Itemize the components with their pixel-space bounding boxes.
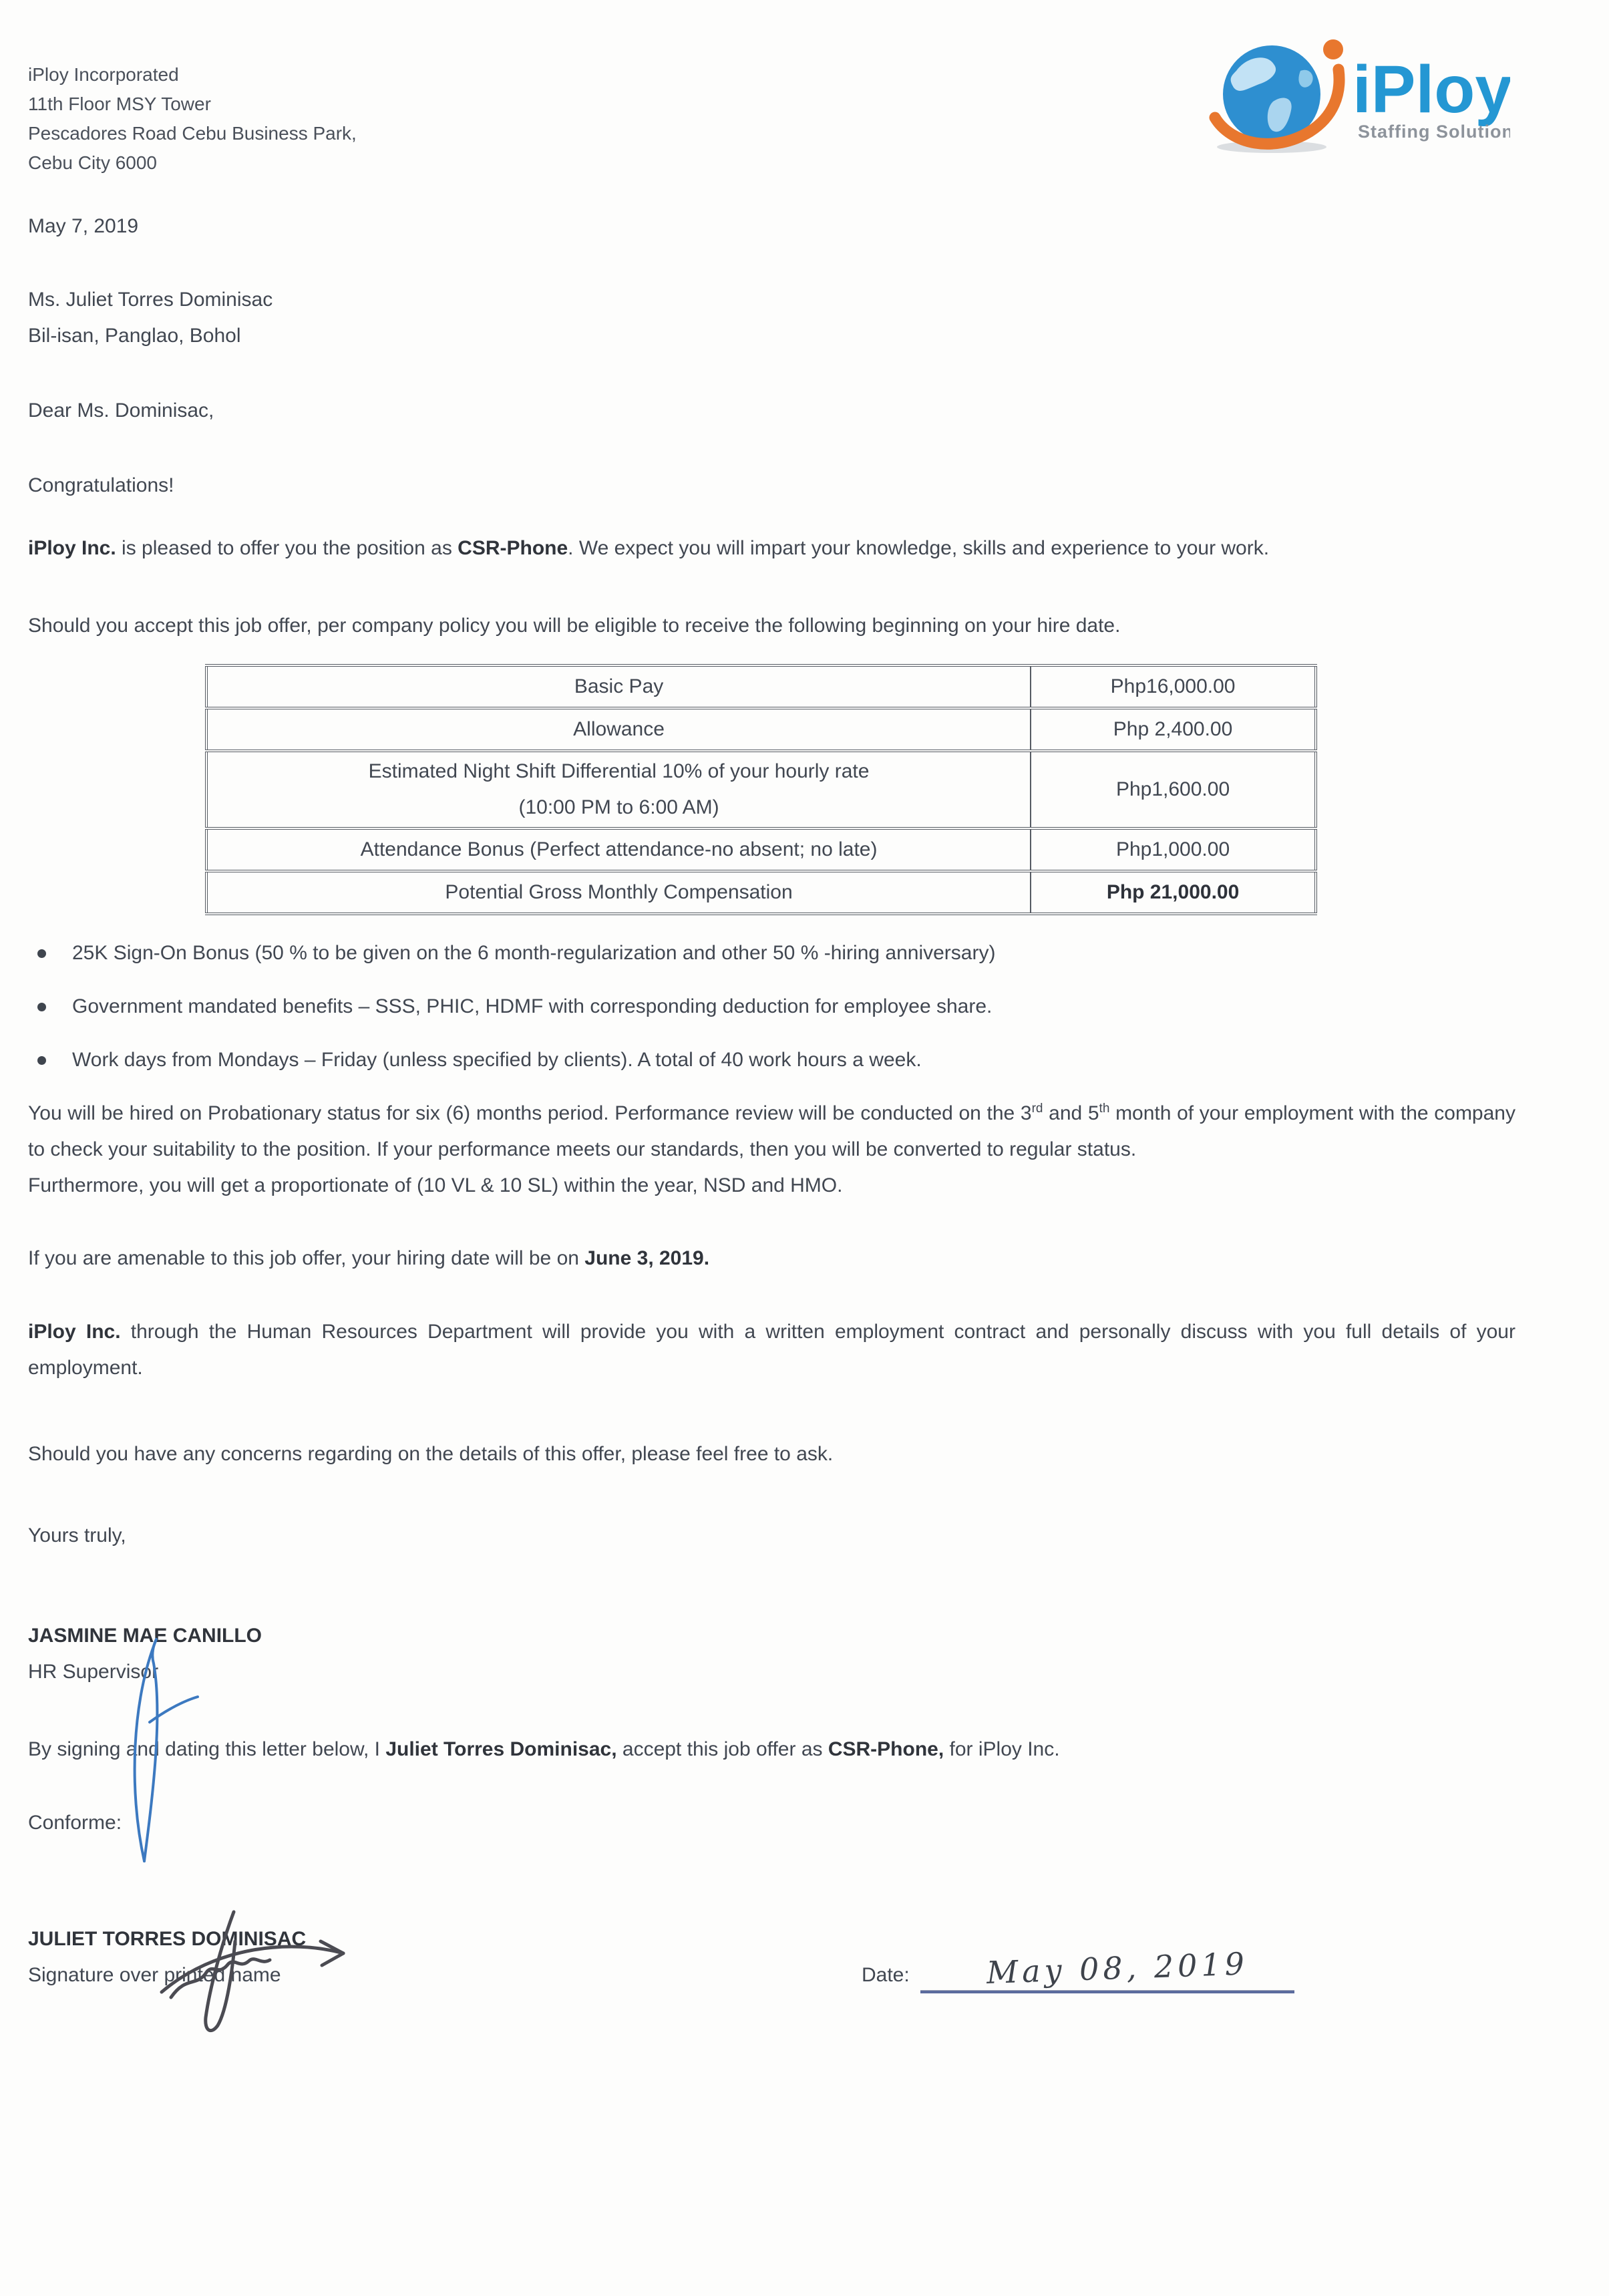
date-label: Date: (862, 1964, 910, 1986)
handwritten-date: May 08, 2019 (985, 1945, 1249, 1991)
acceptor-block (28, 1921, 862, 1993)
position-bold: CSR-Phone (458, 537, 568, 559)
table-row (206, 708, 1316, 751)
row-value: Php 2,400.00 (1031, 708, 1316, 751)
compensation-table (205, 664, 1317, 915)
benefit-item: 25K Sign-On Bonus (50 % to be given on the 6 month-regularization and other 50 % -hiring anniversary) (28, 935, 1515, 971)
sender-line: Pescadores Road Cebu Business Park, (28, 123, 357, 144)
company-name-bold: iPloy Inc. (28, 537, 116, 559)
logo-tagline-text: Staffing Solutions (1358, 122, 1510, 142)
probation-text: and 5 (1043, 1102, 1099, 1124)
offer-paragraph (28, 530, 1515, 566)
ordinal-suffix: rd (1031, 1102, 1043, 1116)
opening-line: Congratulations! (28, 474, 174, 496)
row-value-total: Php 21,000.00 (1031, 871, 1316, 914)
signer-title: HR Supervisor (28, 1661, 159, 1683)
row-label-line1: Estimated Night Shift Differential 10% of your hourly rate (368, 760, 870, 782)
position-bold: CSR-Phone, (828, 1738, 944, 1760)
contract-text: through the Human Resources Department will provide you with a written employment contract and personally discuss with you full details of your employment. (28, 1321, 1515, 1379)
signer-block (28, 1618, 1515, 1690)
offer-text: . We expect you will impart your knowledge, skills and experience to your work. (568, 537, 1270, 559)
recipient-address: Bil-isan, Panglao, Bohol (28, 325, 241, 347)
benefits-list (28, 935, 1515, 1078)
policy-paragraph: Should you accept this job offer, per company policy you will be eligible to receive the following beginning on your hire date. (28, 615, 1121, 637)
row-label: Basic Pay (206, 665, 1031, 708)
acceptance-text: accept this job offer as (616, 1738, 828, 1760)
table-row (206, 828, 1316, 871)
concerns-paragraph: Should you have any concerns regarding on the details of this offer, please feel free to ask. (28, 1443, 834, 1465)
sender-line: 11th Floor MSY Tower (28, 94, 211, 114)
row-label: Allowance (206, 708, 1031, 751)
benefit-item: Work days from Mondays – Friday (unless specified by clients). A total of 40 work hours a week. (28, 1042, 1515, 1078)
ordinal-suffix: th (1099, 1102, 1110, 1116)
acceptor-name-bold: Juliet Torres Dominisac, (385, 1738, 617, 1760)
letter-date: May 7, 2019 (28, 215, 139, 237)
row-label: Attendance Bonus (Perfect attendance-no absent; no late) (206, 828, 1031, 871)
row-label (206, 751, 1031, 828)
signer-name: JASMINE MAE CANILLO (28, 1625, 262, 1647)
company-logo (1208, 29, 1510, 160)
date-field (862, 1945, 1294, 1993)
globe-swoosh-icon (1208, 29, 1510, 160)
company-name-bold: iPloy Inc. (28, 1321, 121, 1343)
benefit-item: Government mandated benefits – SSS, PHIC, HDMF with corresponding deduction for employee share. (28, 989, 1515, 1025)
contract-paragraph (28, 1314, 1515, 1386)
hiring-date-paragraph (28, 1241, 1515, 1277)
offer-text: is pleased to offer you the position as (116, 537, 458, 559)
probation-text: month of your employment with the company to check your suitability to the position. If your performance meets our standards, then you will be converted to regular status. (28, 1102, 1515, 1160)
logo-brand-text: iPloy (1353, 52, 1510, 127)
recipient-name: Ms. Juliet Torres Dominisac (28, 289, 273, 311)
conforme-label: Conforme: (28, 1812, 122, 1834)
row-label-line2: (10:00 PM to 6:00 AM) (518, 796, 719, 818)
acceptance-paragraph (28, 1732, 1515, 1768)
table-row (206, 751, 1316, 828)
sender-line: iPloy Incorporated (28, 64, 179, 85)
row-label: Potential Gross Monthly Compensation (206, 871, 1031, 914)
row-value: Php1,600.00 (1031, 751, 1316, 828)
hiring-date-bold: June 3, 2019. (584, 1247, 710, 1269)
probation-paragraph (28, 1096, 1515, 1204)
signature-date-row (28, 1921, 1515, 1993)
acceptance-text: By signing and dating this letter below, I (28, 1738, 386, 1760)
recipient-block (28, 282, 1515, 354)
salutation: Dear Ms. Dominisac, (28, 399, 214, 422)
row-value: Php1,000.00 (1031, 828, 1316, 871)
table-row-total (206, 871, 1316, 914)
table-row (206, 665, 1316, 708)
sender-line: Cebu City 6000 (28, 152, 158, 173)
closing-line: Yours truly, (28, 1524, 126, 1546)
row-value: Php16,000.00 (1031, 665, 1316, 708)
date-signature-line (920, 1945, 1294, 1993)
furthermore-line: Furthermore, you will get a proportionate of (10 VL & 10 SL) within the year, NSD and HMO. (28, 1174, 843, 1196)
signature-caption: Signature over printed name (28, 1964, 281, 1986)
acceptance-text: for iPloy Inc. (944, 1738, 1060, 1760)
probation-text: You will be hired on Probationary status for six (6) months period. Performance review will be conducted on the 3 (28, 1102, 1032, 1124)
acceptor-printed-name: JULIET TORRES DOMINISAC (28, 1928, 307, 1950)
hiring-text: If you are amenable to this job offer, your hiring date will be on (28, 1247, 585, 1269)
